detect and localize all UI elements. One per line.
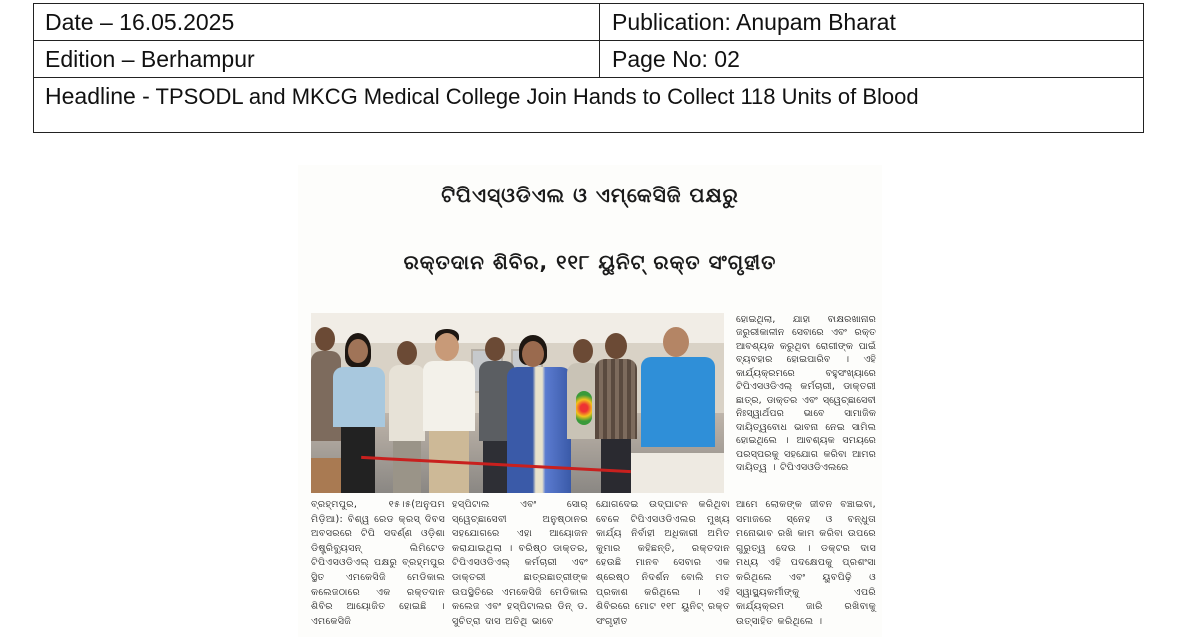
article-column-3: ଯୋଗଦେଇ ଉଦ୍‌ଘାଟନ କରିଥିବା ବେଳେ ଟିପିଏସଓଡିଏଲର ମୁଖ୍ୟ କାର୍ଯ୍ୟ ନିର୍ବାହୀ ଅଧିକାରୀ ଅମିତ କୁମାର କହିଛନ୍ତି, ରକ୍ତଦାନ ହେଉଛି ମାନବ ସେବାର ଏକ ଶ୍ରେଷ୍ଠ ନିଦର୍ଶନ ବୋଲି ମତ ପ୍ରକାଶ କରିଥିଲେ । ଏହି ଶିବିରରେ ମୋଟ ୧୧୮ ୟୁନିଟ୍ ରକ୍ତ ସଂଗୃହୀତ	[596, 499, 730, 627]
article-column-1: ବ୍ରହ୍ମପୁର, ୧୫।୫(ଅନୁପମ ମିଡ଼ିଆ): ବିଶ୍ୱ ରେଡ କ୍ରସ୍ ଦିବସ ଅବସରରେ ଟିପି ସଦର୍ଣ୍ଣ ଓଡ଼ିଶା ଡିଷ୍ଟ୍ରିବ୍ୟୁସନ୍ ଲିମିଟେଡ ଟିପିଏସଓଡିଏଲ୍ ପକ୍ଷରୁ ବ୍ରହ୍ମପୁର ସ୍ଥିତ ଏମକେସିଜି ମେଡିକାଲ କଲେଜଠାରେ ଏକ ରକ୍ତଦାନ ଶିବିର ଆୟୋଜିତ ହୋଇଛି । ଏମକେସିଜି	[311, 499, 445, 627]
flower-bouquet	[576, 391, 592, 425]
article-column-right: ହୋଇଥିଲା, ଯାହା ବାକ୍ଷରଖାନାର ଜରୁରୀକାଳୀନ ସେବାରେ ଏବଂ ରକ୍ତ ଆବଶ୍ୟକ କରୁଥିବା ରୋଗୀଙ୍କ ପାଇଁ ବ୍ୟବହାର ହୋଇପାରିବ । ଏହି କାର୍ଯ୍ୟକ୍ରମରେ ବହୁସଂଖ୍ୟାରେ ଟିପିଏସଓଡିଏଲ୍ କର୍ମଚାରୀ, ଡାକ୍ତରୀ ଛାତ୍ର, ଡାକ୍ତର ଏବଂ ସ୍ୱେଚ୍ଛାସେବୀ ନିଃସ୍ୱାର୍ଥପର ଭାବେ ସାମାଜିକ ଦାୟିତ୍ୱବୋଧ ଭାବନା ନେଇ ସାମିଲ ହୋଇଥିଲେ । ଆବଶ୍ୟକ ସମୟରେ ପରସ୍ପରକୁ ସହଯୋଗ କରିବା ଆମର ଦାୟିତ୍ୱ । ଟିପିଏସଓଡିଏଲରେ	[736, 314, 876, 474]
article-column-2: ହସ୍ପିଟାଲ ଏବଂ ସୋର୍ ସ୍ୱେଚ୍ଛାସେବୀ ଅନୁଷ୍ଠାନର ସହଯୋଗରେ ଏହା ଆୟୋଜନ କରାଯାଇଥିଲା । ବରିଷ୍ଠ ଡାକ୍ତର, ଟିପିଏସଓଡିଏଲ୍ କର୍ମଚାରୀ ଏବଂ ଡାକ୍ତରୀ ଛାତ୍ରଛାତ୍ରୀଙ୍କ ଉପସ୍ଥିତିରେ ଏମକେସିଜି ମେଡିକାଲ କଲେଜ ଏବଂ ହସ୍ପିଟାଲର ଡିନ୍ ଡ. ସୁଚିତ୍ରା ଦାସ ଅତିଥି ଭାବେ	[452, 499, 588, 627]
metadata-table	[33, 3, 1144, 133]
newspaper-clipping	[298, 165, 882, 637]
page-number-cell: Page No: 02	[612, 46, 740, 72]
headline-label: Headline -	[45, 83, 150, 109]
headline-text: TPSODL and MKCG Medical College Join Hands to Collect 118 Units of Blood	[149, 84, 919, 109]
article-column-4: ଆମେ ଲୋକଙ୍କ ଜୀବନ ବଞ୍ଚାଇବା, ସମାଜରେ ସ୍ନେହ ଓ ବନ୍ଧୁତା ମନୋଭାବ ରଖି କାମ କରିବା ଉପରେ ଗୁରୁତ୍ୱ ଦେଉ । ଡକ୍ଟର ଦାସ ମଧ୍ୟ ଏହି ପଦକ୍ଷେପକୁ ପ୍ରଶଂସା କରିଥିଲେ ଏବଂ ୟୁବପିଢ଼ି ଓ ସ୍ୱାସ୍ଥ୍ୟକର୍ମୀଙ୍କୁ ଏପରି କାର୍ଯ୍ୟକ୍ରମ ଜାରି ରଖିବାକୁ ଉତ୍ସାହିତ କରିଥିଲେ ।	[736, 499, 876, 627]
clipping-headline-line-2: ରକ୍ତଦାନ ଶିବିର, ୧୧୮ ୟୁନିଟ୍ ରକ୍ତ ସଂଗୃହୀତ	[403, 250, 777, 274]
meta-row-3	[34, 78, 1143, 132]
event-photo	[311, 313, 724, 493]
edition-cell: Edition – Berhampur	[34, 41, 600, 77]
photo-table	[621, 453, 724, 493]
headline-cell	[34, 78, 1143, 132]
clipping-headline-line-1: ଟିପିଏସ୍ଓଡିଏଲ ଓ ଏମ୍‌କେସିଜି ପକ୍ଷରୁ	[441, 183, 739, 207]
date-cell: Date – 16.05.2025	[34, 4, 600, 40]
photo-ceiling	[311, 313, 724, 343]
meta-row-1	[34, 4, 1143, 41]
publication-cell: Publication: Anupam Bharat	[612, 9, 896, 35]
meta-row-2	[34, 41, 1143, 78]
